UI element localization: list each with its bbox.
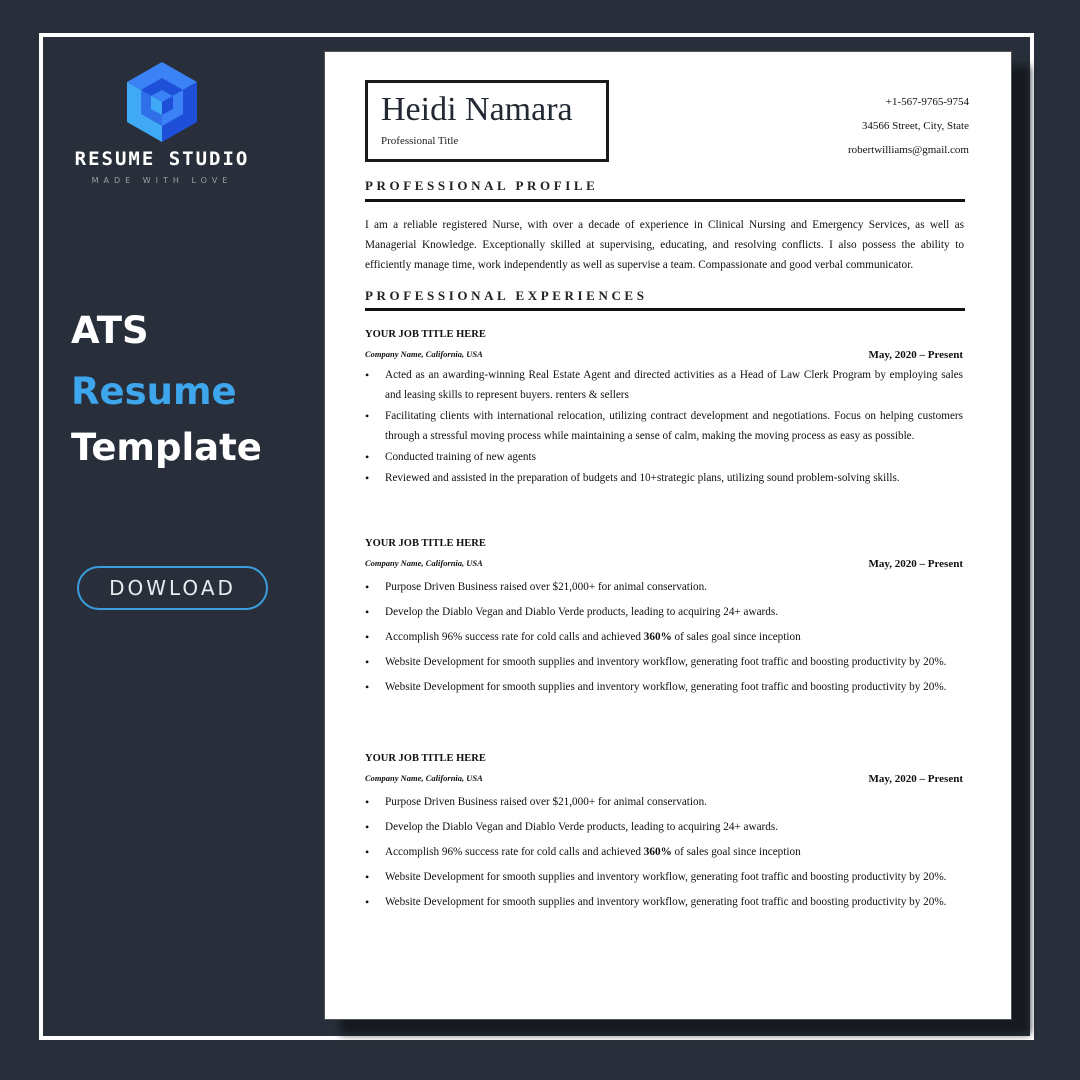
section-divider bbox=[365, 308, 965, 311]
job-dates: May, 2020 – Present bbox=[868, 773, 963, 785]
company-name: Company Name, California, USA bbox=[365, 349, 483, 359]
bullet-item: • Develop the Diablo Vegan and Diablo Verde products, leading to acquiring 24+ awards. bbox=[365, 605, 963, 620]
download-button[interactable]: DOWLOAD bbox=[77, 566, 268, 610]
bullet-item: • Website Development for smooth supplies and inventory workflow, generating foot traffic and boosting productivity by 20%. bbox=[365, 895, 963, 910]
contact-block bbox=[848, 90, 969, 162]
job-entry bbox=[365, 753, 963, 920]
headline bbox=[71, 300, 262, 478]
bullet-item: • Develop the Diablo Vegan and Diablo Verde products, leading to acquiring 24+ awards. bbox=[365, 820, 963, 835]
headline-line-ats: ATS bbox=[71, 309, 149, 352]
headline-line-template: Template bbox=[71, 426, 262, 469]
job-title: YOUR JOB TITLE HERE bbox=[365, 753, 486, 764]
job-dates: May, 2020 – Present bbox=[868, 558, 963, 570]
bullet-item: • Conducted training of new agents bbox=[365, 447, 963, 467]
brand-name: RESUME STUDIO bbox=[74, 148, 250, 170]
job-dates: May, 2020 – Present bbox=[868, 349, 963, 361]
job-title: YOUR JOB TITLE HERE bbox=[365, 329, 486, 340]
job-entry bbox=[365, 538, 963, 705]
contact-address: 34566 Street, City, State bbox=[861, 120, 969, 132]
bullet-item: • Accomplish 96% success rate for cold calls and achieved 360% of sales goal since inception bbox=[365, 630, 963, 645]
section-divider bbox=[365, 199, 965, 202]
bullet-item: • Acted as an awarding-winning Real Estate Agent and directed activities as a Head of Law Clerk Program by employing sales and leasing skills to represent buyers. renters & sellers bbox=[365, 365, 963, 405]
contact-email: robertwilliams@gmail.com bbox=[847, 144, 969, 156]
resume-page bbox=[324, 51, 1012, 1020]
headline-line-resume: Resume bbox=[71, 370, 237, 413]
contact-phone: +1-567-9765-9754 bbox=[885, 96, 969, 108]
name-box bbox=[365, 80, 609, 162]
professional-title: Professional Title bbox=[381, 135, 459, 147]
experience-heading: PROFESSIONAL EXPERIENCES bbox=[365, 288, 648, 303]
job-entry bbox=[365, 329, 963, 489]
bullet-item: • Website Development for smooth supplies and inventory workflow, generating foot traffic and boosting productivity by 20%. bbox=[365, 870, 963, 885]
profile-text: I am a reliable registered Nurse, with over a decade of experience in Clinical Nursing and Emergency Services, as well as Managerial Knowledge. Exceptionally skilled at supervising, educating, and resolving conflicts. I also possess the ability to efficiently manage time, work independently as well as supervise a team. Compassionate and good verbal communicator. bbox=[365, 219, 964, 271]
resume-name: Heidi Namara bbox=[381, 91, 573, 128]
company-name: Company Name, California, USA bbox=[365, 558, 483, 568]
brand-logo bbox=[72, 60, 252, 185]
bullet-item: • Purpose Driven Business raised over $21,000+ for animal conservation. bbox=[365, 580, 963, 595]
bullet-item: • Website Development for smooth supplies and inventory workflow, generating foot traffic and boosting productivity by 20%. bbox=[365, 655, 963, 670]
profile-heading: PROFESSIONAL PROFILE bbox=[365, 178, 599, 193]
job-title: YOUR JOB TITLE HERE bbox=[365, 538, 486, 549]
bullet-item: • Accomplish 96% success rate for cold calls and achieved 360% of sales goal since inception bbox=[365, 845, 963, 860]
bullet-item: • Purpose Driven Business raised over $21,000+ for animal conservation. bbox=[365, 795, 963, 810]
bullet-item: • Facilitating clients with international relocation, utilizing contract development and negotiations. Focus on helping customers through a stressful moving process while maintaining a sense of calm, making the moving process as easy as possible. bbox=[365, 406, 963, 446]
isometric-cube-icon bbox=[125, 60, 199, 144]
brand-tagline: MADE WITH LOVE bbox=[91, 176, 233, 185]
bullet-item: • Website Development for smooth supplies and inventory workflow, generating foot traffic and boosting productivity by 20%. bbox=[365, 680, 963, 695]
company-name: Company Name, California, USA bbox=[365, 773, 483, 783]
bullet-item: • Reviewed and assisted in the preparation of budgets and 10+strategic plans, utilizing sound problem-solving skills. bbox=[365, 468, 963, 488]
